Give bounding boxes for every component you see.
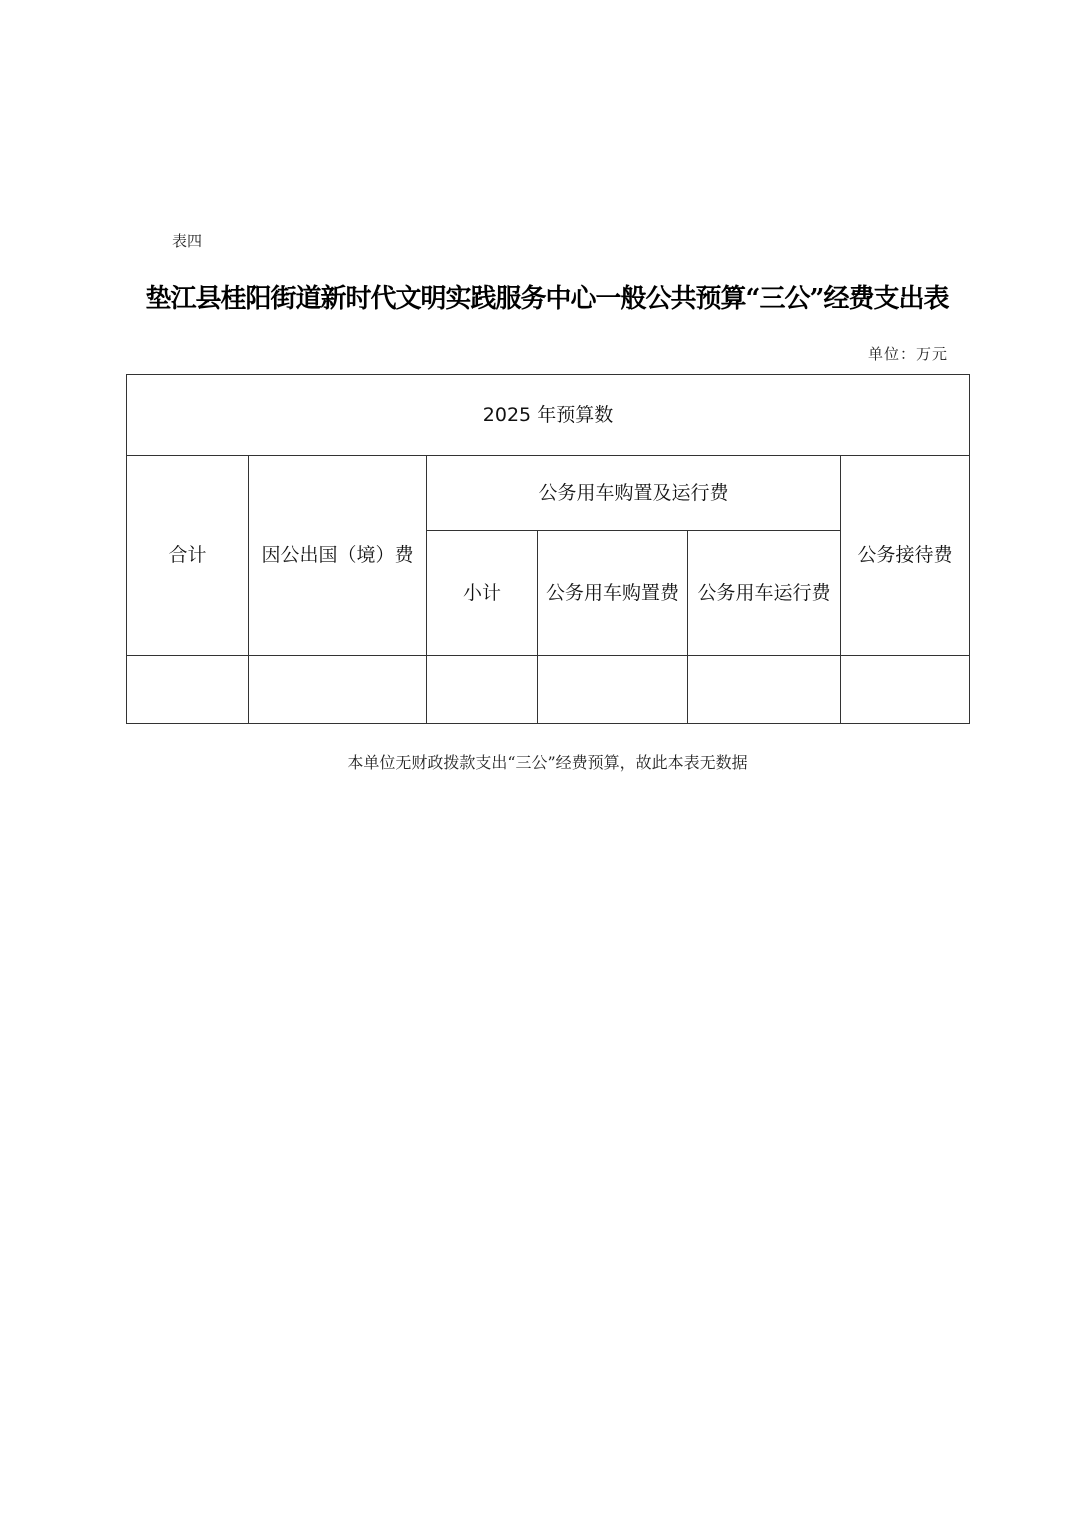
header-subtotal: 小计 [427,531,538,656]
cell-subtotal [427,656,538,724]
header-abroad-expense: 因公出国（境）费 [249,456,427,656]
footnote: 本单位无财政拨款支出“三公”经费预算，故此本表无数据 [347,753,748,772]
cell-total [127,656,249,724]
header-total: 合计 [127,456,249,656]
unit-label: 单位：万元 [867,345,948,363]
header-vehicle-group: 公务用车购置及运行费 [427,456,841,531]
cell-abroad [249,656,427,724]
header-row-groups [127,456,970,531]
budget-table [126,374,970,724]
table-row [127,656,970,724]
cell-reception [841,656,970,724]
cell-vehicle-purchase [538,656,688,724]
table-number: 表四 [172,232,203,250]
header-reception-expense: 公务接待费 [841,456,970,656]
header-vehicle-purchase: 公务用车购置费 [538,531,688,656]
header-vehicle-operation: 公务用车运行费 [688,531,841,656]
document-title: 垫江县桂阳街道新时代文明实践服务中心一般公共预算“三公”经费支出表 [145,284,949,314]
header-budget-year: 2025 年预算数 [127,375,970,456]
cell-vehicle-operation [688,656,841,724]
header-row-year [127,375,970,456]
